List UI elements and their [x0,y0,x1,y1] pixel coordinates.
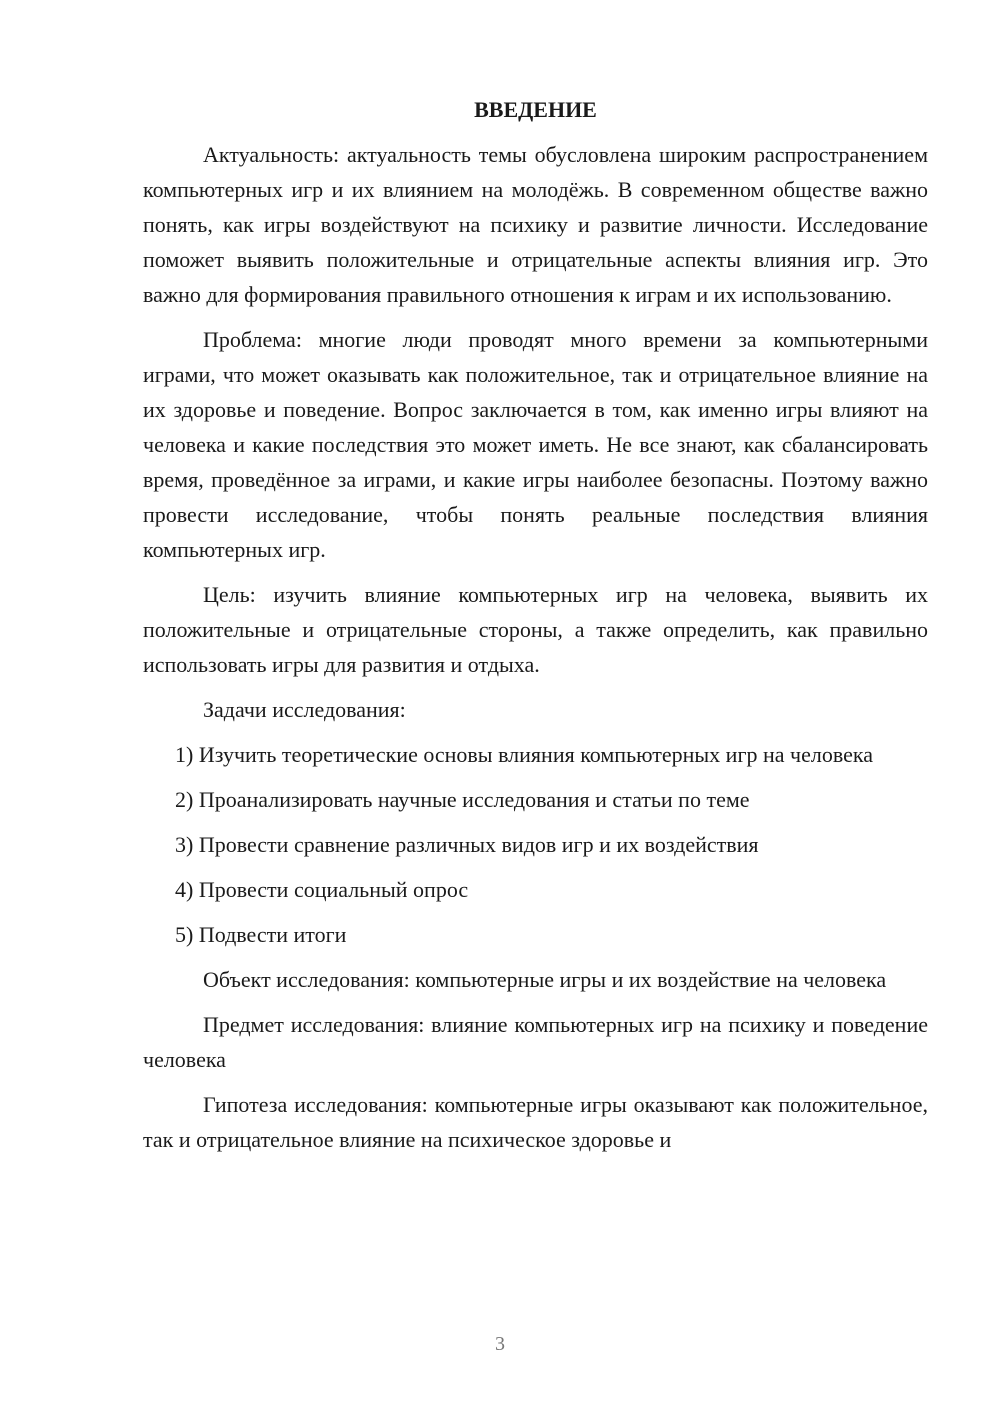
subject-paragraph: Предмет исследования: влияние компьютерных игр на психику и поведение человека [143,1012,928,1072]
task-item: 1) Изучить теоретические основы влияния компьютерных игр на человека [175,742,873,767]
relevance-paragraph: Актуальность: актуальность темы обусловлена широким распространением компьютерных игр и их влиянием на молодёжь. В современном обществе важно понять, как игры воздействуют на психику и развитие личности. Исследование поможет выявить положительные и отрицательные аспекты влияния игр. Это важно для формирования правильного отношения к играм и их использованию. [143,142,928,307]
document-page [143,92,928,1167]
goal-paragraph: Цель: изучить влияние компьютерных игр на человека, выявить их положительные и отрицательные стороны, а также определить, как правильно использовать игры для развития и отдыха. [143,582,928,677]
task-item: 4) Провести социальный опрос [175,877,469,902]
section-title: ВВЕДЕНИЕ [474,97,597,122]
task-item: 5) Подвести итоги [175,922,347,947]
tasks-heading: Задачи исследования: [203,697,406,722]
task-item: 3) Провести сравнение различных видов игр и их воздействия [175,832,759,857]
task-item: 2) Проанализировать научные исследования и статьи по теме [175,787,750,812]
object-paragraph: Объект исследования: компьютерные игры и их воздействие на человека [203,967,887,992]
problem-paragraph: Проблема: многие люди проводят много времени за компьютерными играми, что может оказывать как положительное, так и отрицательное влияние на их здоровье и поведение. Вопрос заключается в том, как именно игры влияют на человека и какие последствия это может иметь. Не все знают, как сбалансировать время, проведённое за играми, и какие игры наиболее безопасны. Поэтому важно провести исследование, чтобы понять реальные последствия влияния компьютерных игр. [143,327,928,562]
hypothesis-paragraph: Гипотеза исследования: компьютерные игры оказывают как положительное, так и отрицательное влияние на психическое здоровье и [143,1092,928,1152]
page-number: 3 [495,1333,505,1355]
